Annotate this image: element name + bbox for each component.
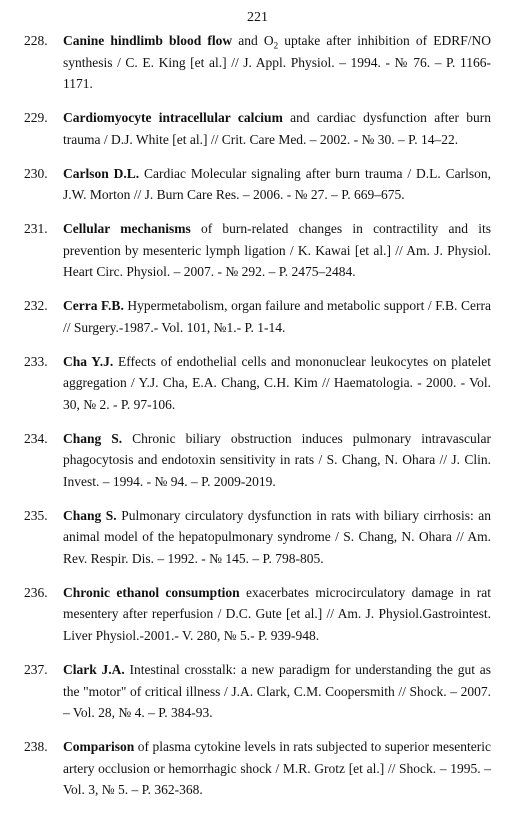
reference-item: [24, 505, 491, 570]
reference-lead: Chang S.: [63, 430, 123, 446]
reference-text: [63, 351, 491, 416]
reference-lead: Canine hindlimb blood flow: [63, 33, 233, 48]
reference-rest: uptake after inhibition of EDRF/NO synthesis / C. E. King [et al.] // J. Appl. Physiol. – 1994. - № 76. – P. 1166-1171.: [63, 33, 491, 92]
reference-item: [24, 659, 491, 724]
reference-rest: of plasma cytokine levels in rats subjected to superior mesenteric artery occlusion or hemorrhagic shock / M.R. Grotz [et al.] // Shock. – 1995. – Vol. 3, № 5. – P. 362-368.: [63, 739, 491, 798]
reference-rest: of burn-related changes in contractility and its prevention by mesenteric lymph ligation / K. Kawai [et al.] // Am. J. Physiol. Heart Circ. Physiol. – 2007. - № 292. – P. 2475–2484.: [63, 221, 491, 280]
reference-item: [24, 736, 491, 801]
reference-lead: Cha Y.J.: [63, 353, 114, 369]
reference-rest: exacerbates microcirculatory damage in rat mesentery after reperfusion / D.C. Gute [et al.] // Am. J. Physiol.Gastrointest. Liver Physiol.-2001.- V. 280, № 5.- P. 939-948.: [63, 584, 491, 644]
reference-text: [63, 30, 491, 95]
reference-rest: Pulmonary circulatory dysfunction in rats with biliary cirrhosis: an animal model of the hepatopulmonary syndrome / S. Chang, N. Ohara // Am. Rev. Respir. Dis. – 1992. - № 145. – P. 798-805.: [63, 507, 491, 566]
reference-number: 238.: [24, 739, 48, 754]
page-number: 221: [247, 10, 268, 25]
reference-rest: Cardiac Molecular signaling after burn trauma / D.L. Carlson, J.W. Morton // J. Burn Care Res. – 2006. - № 27. – P. 669–675.: [63, 165, 491, 203]
reference-lead: Cerra F.B.: [63, 298, 124, 314]
reference-number: 234.: [24, 430, 48, 446]
reference-text: [63, 218, 491, 283]
reference-number: 228.: [24, 33, 48, 48]
reference-number: 232.: [24, 298, 48, 314]
reference-item: [24, 218, 491, 283]
reference-text: [63, 659, 491, 724]
reference-number: 233.: [24, 353, 48, 369]
reference-number: 235.: [24, 507, 48, 523]
reference-text: [63, 736, 491, 801]
reference-item: [24, 295, 491, 338]
reference-item: [24, 107, 491, 150]
reference-number: 237.: [24, 661, 48, 677]
reference-text: [63, 582, 491, 647]
reference-lead: Chang S.: [63, 507, 117, 523]
reference-lead: Comparison: [63, 739, 135, 754]
reference-item: [24, 428, 491, 493]
reference-item: [24, 30, 491, 95]
reference-pre: and O: [232, 33, 274, 48]
reference-lead: Chronic ethanol consumption: [63, 584, 240, 600]
reference-number: 230.: [24, 165, 48, 181]
reference-subscript: 2: [273, 40, 279, 51]
reference-item: [24, 582, 491, 647]
reference-rest: and cardiac dysfunction after burn trauma / D.J. White [et al.] // Crit. Care Med. – 2002. - № 30. – P. 14–22.: [63, 110, 492, 147]
reference-number: 229.: [24, 110, 48, 126]
reference-number: 231.: [24, 221, 48, 237]
reference-rest: Intestinal crosstalk: a new paradigm for understanding the gut as the "motor" of critical illness / J.A. Clark, C.M. Coopersmith // Shock. – 2007. – Vol. 28, № 4. – P. 384-93.: [63, 661, 492, 721]
reference-rest: Effects of endothelial cells and mononuclear leukocytes on platelet aggregation / Y.J. Cha, E.A. Chang, C.H. Kim // Haematologia. - 2000. - Vol. 30, № 2. - P. 97-106.: [63, 353, 491, 412]
reference-item: [24, 163, 491, 206]
reference-text: [63, 163, 491, 206]
reference-rest: Hypermetabolism, organ failure and metabolic support / F.B. Cerra // Surgery.-1987.- Vol. 101, №1.- P. 1-14.: [63, 298, 491, 335]
reference-list: [24, 30, 491, 801]
reference-lead: Cellular mechanisms: [63, 221, 191, 237]
reference-item: [24, 351, 491, 416]
reference-text: [63, 295, 491, 338]
reference-text: [63, 107, 491, 150]
reference-rest: Chronic biliary obstruction induces pulmonary intravascular phagocytosis and endotoxin sensitivity in rats / S. Chang, N. Ohara // J. Clin. Invest. – 1994. - № 94. – P. 2009-2019.: [63, 430, 491, 489]
reference-lead: Clark J.A.: [63, 661, 125, 677]
reference-text: [63, 428, 491, 493]
reference-lead: Cardiomyocyte intracellular calcium: [63, 110, 283, 126]
reference-number: 236.: [24, 584, 48, 600]
reference-lead: Carlson D.L.: [63, 165, 140, 181]
reference-text: [63, 505, 491, 570]
